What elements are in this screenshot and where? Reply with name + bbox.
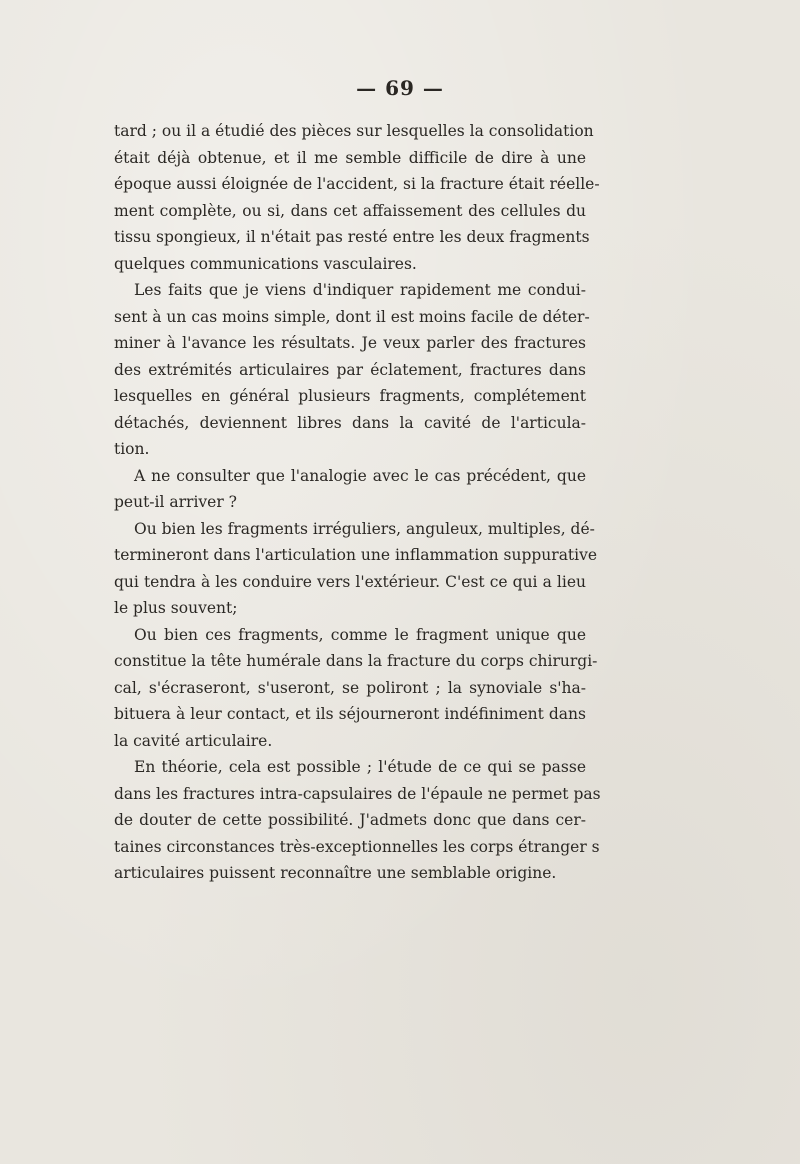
text-line: la cavité articulaire.: [114, 731, 273, 750]
text-line: Ou bien ces fragments, comme le fragment unique que: [134, 625, 586, 644]
text-line: taines circonstances très-exceptionnelles les corps étranger s: [114, 837, 600, 856]
text-line: des extrémités articulaires par éclatement, fractures dans: [114, 360, 586, 379]
text-line: lesquelles en général plusieurs fragments, complétement: [114, 387, 586, 405]
text-line: termineront dans l'articulation une inflammation suppurative: [114, 546, 598, 564]
text-line: quelques communications vasculaires.: [114, 254, 417, 273]
text-line: tard ; ou il a étudié des pièces sur lesquelles la consolidation: [114, 122, 594, 140]
text-line: tissu spongieux, il n'était pas resté entre les deux fragments: [114, 228, 590, 246]
text-line: A ne consulter que l'analogie avec le cas précédent, que: [134, 466, 586, 485]
text-line: qui tendra à les conduire vers l'extérieur. C'est ce qui a lieu: [114, 572, 586, 591]
text-line: sent à un cas moins simple, dont il est moins facile de déter-: [114, 307, 590, 326]
text-line: dans les fractures intra-capsulaires de l'épaule ne permet pas: [114, 784, 601, 803]
text-line: ment complète, ou si, dans cet affaissement des cellules du: [114, 201, 586, 220]
text-line: En théorie, cela est possible ; l'étude de ce qui se passe: [134, 758, 586, 776]
text-line: de douter de cette possibilité. J'admets donc que dans cer-: [114, 811, 586, 829]
text-line: articulaires puissent reconnaître une semblable origine.: [114, 864, 557, 882]
text-line: détachés, deviennent libres dans la cavité de l'articula-: [114, 413, 586, 432]
text-line: Ou bien les fragments irréguliers, anguleux, multiples, dé-: [134, 519, 595, 538]
text-line: bituera à leur contact, et ils séjourneront indéfiniment dans: [114, 705, 586, 723]
text-line: le plus souvent;: [114, 599, 238, 617]
text-line: miner à l'avance les résultats. Je veux parler des fractures: [114, 334, 586, 352]
text-line: Les faits que je viens d'indiquer rapidement me condui-: [134, 281, 586, 299]
text-line: cal, s'écraseront, s'useront, se poliront ; la synoviale s'ha-: [114, 678, 586, 697]
page-number: — 69 —: [356, 76, 444, 100]
text-line: peut-il arriver ?: [114, 493, 237, 511]
text-line: était déjà obtenue, et il me semble difficile de dire à une: [114, 148, 586, 167]
text-line: époque aussi éloignée de l'accident, si la fracture était réelle-: [114, 175, 600, 193]
text-line: tion.: [114, 440, 150, 458]
text-line: constitue la tête humérale dans la fracture du corps chirurgi-: [114, 652, 598, 670]
body-text: [114, 118, 601, 887]
